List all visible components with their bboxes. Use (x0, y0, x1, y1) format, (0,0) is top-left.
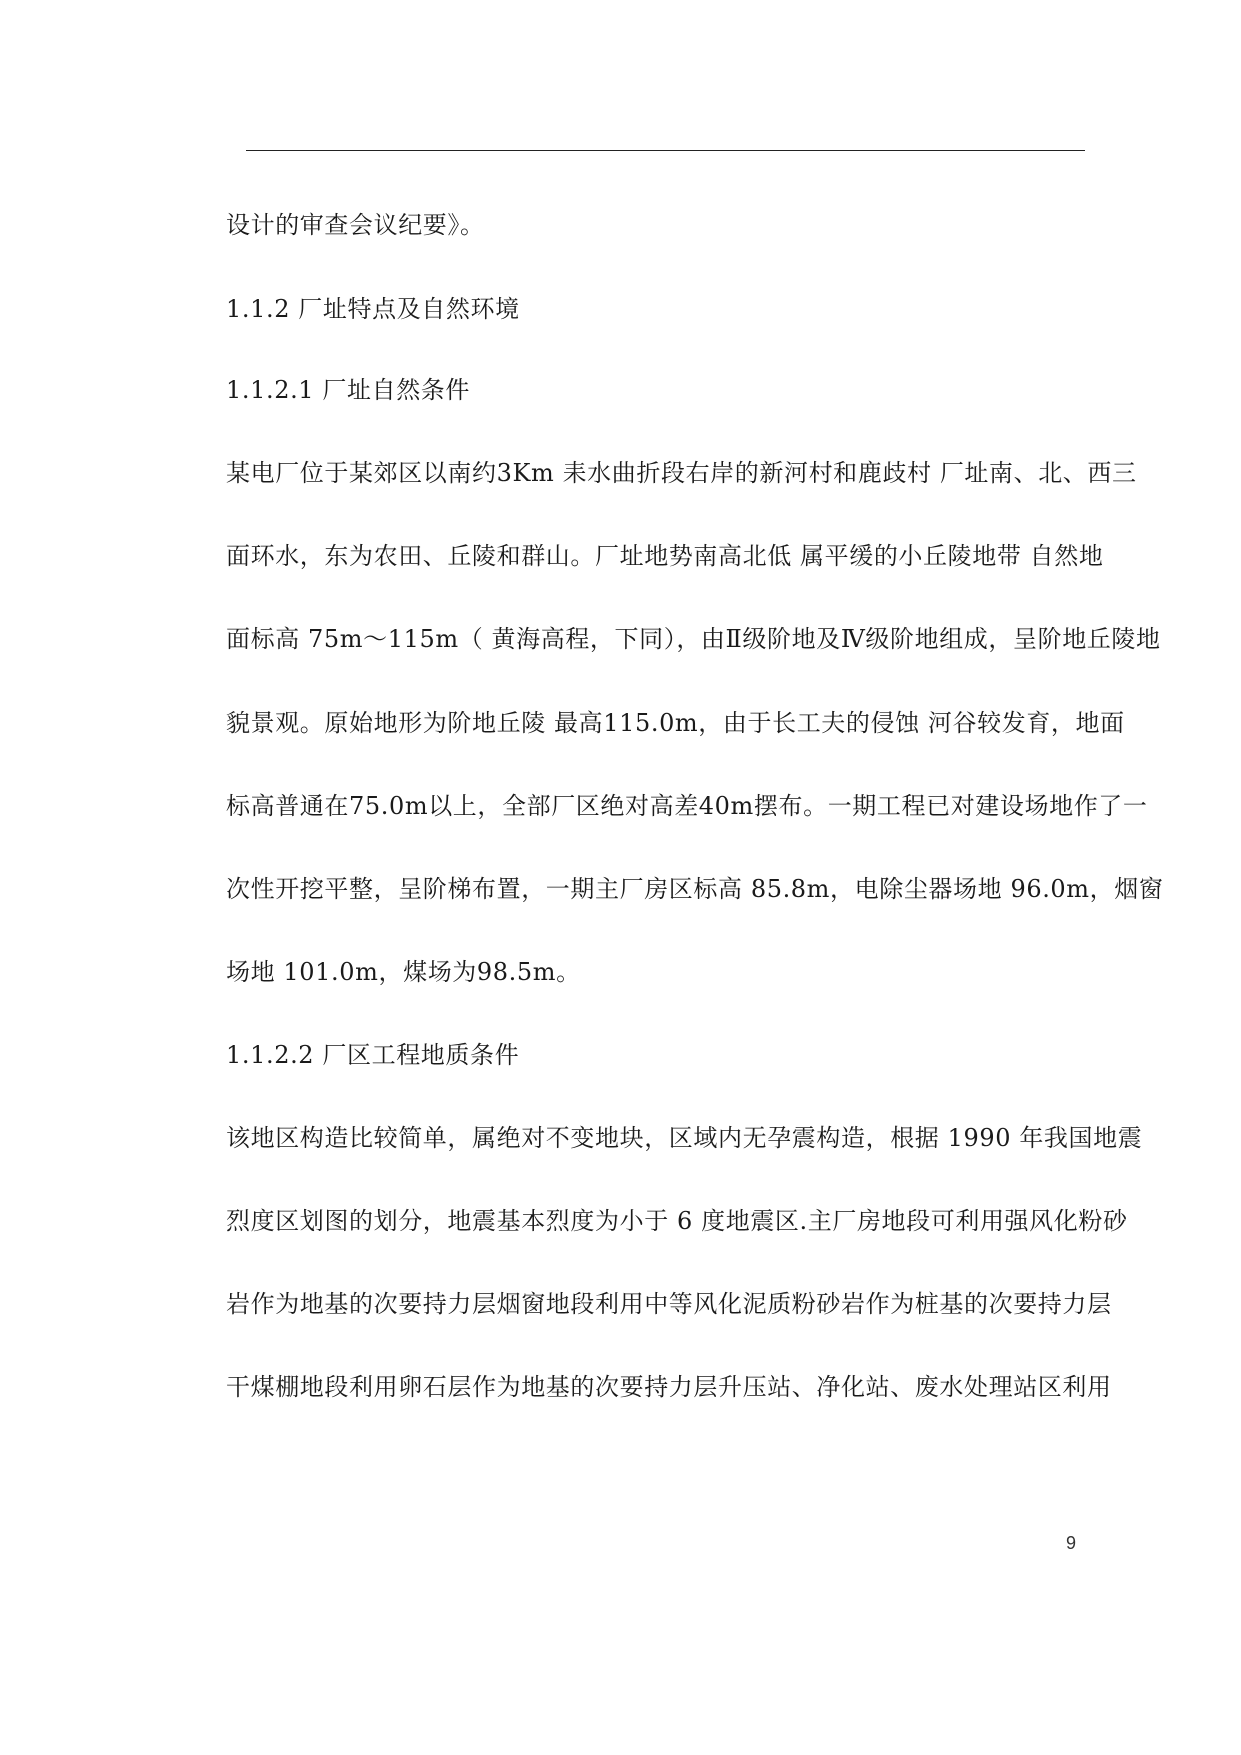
body-text-line: 该地区构造比较简单，属绝对不变地块，区域内无孕震构造，根据 1990 年我国地震 (226, 1124, 1143, 1152)
body-text-line: 面标高 75m～115m（ 黄海高程，下同），由Ⅱ级阶地及Ⅳ级阶地组成，呈阶地丘陵地 (226, 625, 1161, 653)
page-number: 9 (1066, 1533, 1077, 1553)
text-line-paragraph-end: 设计的审查会议纪要》。 (226, 211, 485, 239)
body-text-line: 干煤棚地段利用卵石层作为地基的次要持力层升压站、净化站、废水处理站区利用 (226, 1373, 1112, 1401)
section-heading-1-1-2: 1.1.2 厂址特点及自然环境 (226, 295, 520, 323)
header-rule (246, 150, 1085, 151)
section-heading-1-1-2-1: 1.1.2.1 厂址自然条件 (226, 376, 470, 404)
body-text-line: 场地 101.0m，煤场为98.5m。 (226, 958, 581, 986)
section-heading-1-1-2-2: 1.1.2.2 厂区工程地质条件 (226, 1041, 520, 1069)
body-text-line: 烈度区划图的划分，地震基本烈度为小于 6 度地震区.主厂房地段可利用强风化粉砂 (226, 1207, 1128, 1235)
body-text-line: 某电厂位于某郊区以南约3Km 耒水曲折段右岸的新河村和鹿歧村 厂址南、北、西三 (226, 459, 1137, 487)
body-text-line: 标高普通在75.0m以上，全部厂区绝对高差40m摆布。一期工程已对建设场地作了一 (226, 792, 1148, 820)
body-text-line: 次性开挖平整，呈阶梯布置，一期主厂房区标高 85.8m，电除尘器场地 96.0m，烟窗 (226, 875, 1164, 903)
body-text-line: 岩作为地基的次要持力层烟窗地段利用中等风化泥质粉砂岩作为桩基的次要持力层 (226, 1290, 1112, 1318)
body-text-line: 貌景观。原始地形为阶地丘陵 最高115.0m，由于长工夫的侵蚀 河谷较发育，地面 (226, 709, 1125, 737)
body-text-line: 面环水，东为农田、丘陵和群山。厂址地势南高北低 属平缓的小丘陵地带 自然地 (226, 542, 1104, 570)
